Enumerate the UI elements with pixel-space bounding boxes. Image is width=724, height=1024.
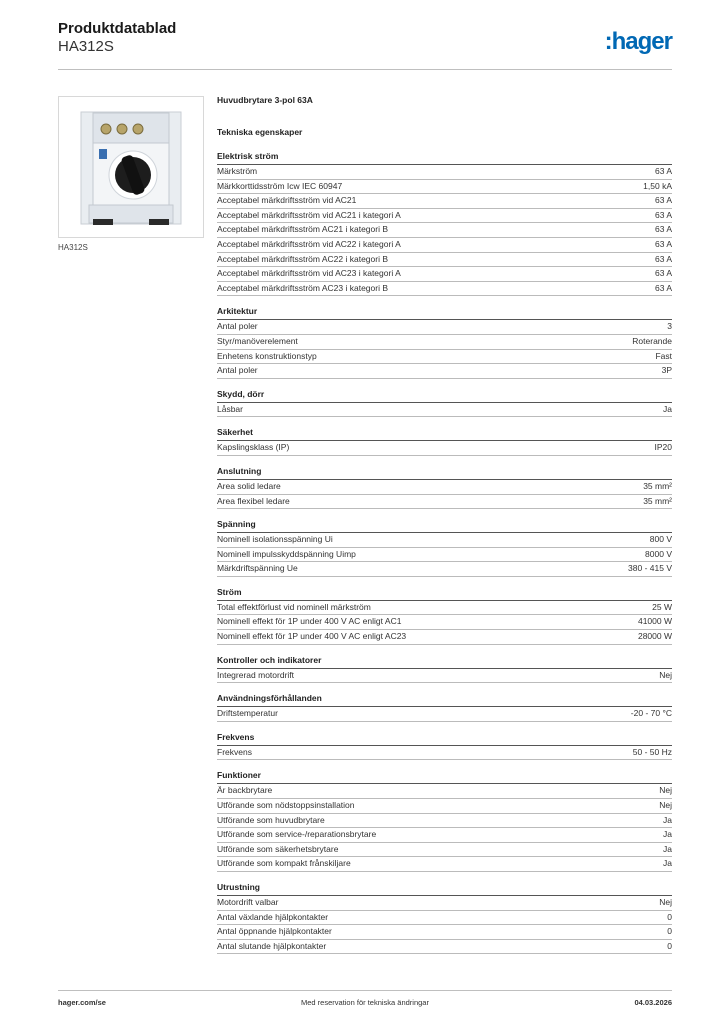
spec-section xyxy=(217,655,672,684)
spec-row xyxy=(217,267,672,282)
spec-value: 380 - 415 V xyxy=(628,563,672,574)
section-title: Utrustning xyxy=(217,882,672,896)
spec-label: Utförande som service-/reparationsbrytare xyxy=(217,829,377,840)
footer-website: hager.com/se xyxy=(58,998,106,1007)
spec-row xyxy=(217,925,672,940)
spec-row xyxy=(217,364,672,379)
section-title: Skydd, dörr xyxy=(217,389,672,403)
spec-row xyxy=(217,746,672,761)
spec-row xyxy=(217,533,672,548)
spec-value: 3 xyxy=(667,321,672,332)
spec-label: Total effektförlust vid nominell märkström xyxy=(217,601,371,612)
product-code: HA312S xyxy=(58,38,114,55)
spec-label: Area solid ledare xyxy=(217,480,281,491)
spec-row xyxy=(217,814,672,829)
spec-label: Antal öppnande hjälpkontakter xyxy=(217,926,332,937)
spec-value: -20 - 70 °C xyxy=(630,708,672,719)
spec-label: Acceptabel märkdriftsström vid AC21 i kategori A xyxy=(217,209,401,220)
spec-value: 63 A xyxy=(654,209,672,220)
spec-label: Antal poler xyxy=(217,321,258,332)
spec-section xyxy=(217,306,672,378)
spec-row xyxy=(217,669,672,684)
page-header xyxy=(58,20,672,70)
spec-section xyxy=(217,389,672,418)
spec-row xyxy=(217,911,672,926)
spec-value: 63 A xyxy=(654,224,672,235)
spec-row xyxy=(217,562,672,577)
page-title: Produktdatablad xyxy=(58,20,177,37)
spec-row xyxy=(217,282,672,297)
spec-value: 800 V xyxy=(649,534,672,545)
spec-label: Kapslingsklass (IP) xyxy=(217,442,290,453)
spec-label: Acceptabel märkdriftsström vid AC23 i kategori A xyxy=(217,268,401,279)
spec-section xyxy=(217,770,672,872)
spec-row xyxy=(217,335,672,350)
section-title: Frekvens xyxy=(217,732,672,746)
spec-row xyxy=(217,480,672,495)
spec-label: Motordrift valbar xyxy=(217,897,279,907)
spec-value: 63 A xyxy=(654,268,672,279)
spec-label: Enhetens konstruktionstyp xyxy=(217,350,317,361)
spec-label: Integrerad motordrift xyxy=(217,669,295,680)
section-title: Ström xyxy=(217,587,672,601)
section-title: Användningsförhållanden xyxy=(217,693,672,707)
spec-value: Nej xyxy=(659,785,672,796)
spec-value: 63 A xyxy=(654,238,672,249)
spec-value: 3P xyxy=(661,365,672,376)
spec-value: Nej xyxy=(659,800,672,811)
spec-label: Utförande som kompakt frånskiljare xyxy=(217,858,351,869)
spec-section xyxy=(217,519,672,577)
spec-label: Antal slutande hjälpkontakter xyxy=(217,940,327,951)
spec-value: Ja xyxy=(663,843,672,854)
spec-row xyxy=(217,896,672,911)
footer-disclaimer: Med reservation för tekniska ändringar xyxy=(301,998,429,1007)
spec-label: Acceptabel märkdriftsström vid AC21 xyxy=(217,195,357,206)
spec-label: Frekvens xyxy=(217,746,252,757)
spec-section xyxy=(217,882,672,954)
spec-label: Är backbrytare xyxy=(217,785,273,796)
spec-label: Acceptabel märkdriftsström vid AC22 i kategori A xyxy=(217,238,401,249)
section-title: Arkitektur xyxy=(217,306,672,320)
section-title: Kontroller och indikatorer xyxy=(217,655,672,669)
spec-row xyxy=(217,601,672,616)
spec-label: Antal poler xyxy=(217,365,258,376)
spec-row xyxy=(217,165,672,180)
spec-value: Ja xyxy=(663,403,672,414)
spec-row xyxy=(217,630,672,645)
spec-value: Roterande xyxy=(632,335,672,346)
spec-row xyxy=(217,223,672,238)
product-name: Huvudbrytare 3-pol 63A xyxy=(217,95,313,105)
spec-label: Antal växlande hjälpkontakter xyxy=(217,911,329,922)
spec-row xyxy=(217,615,672,630)
section-title: Spänning xyxy=(217,519,672,533)
spec-value: 63 A xyxy=(654,253,672,264)
spec-row xyxy=(217,707,672,722)
tech-heading: Tekniska egenskaper xyxy=(217,127,303,137)
spec-label: Nominell effekt för 1P under 400 V AC enligt AC1 xyxy=(217,616,402,627)
spec-label: Driftstemperatur xyxy=(217,708,278,719)
spec-row xyxy=(217,828,672,843)
spec-value: 0 xyxy=(667,911,672,922)
spec-value: 1,50 kA xyxy=(643,180,672,191)
spec-label: Låsbar xyxy=(217,403,243,414)
spec-row xyxy=(217,350,672,365)
spec-value: Ja xyxy=(663,858,672,869)
spec-value: IP20 xyxy=(654,442,672,453)
hager-logo xyxy=(605,28,672,56)
spec-row xyxy=(217,799,672,814)
spec-row xyxy=(217,238,672,253)
spec-label: Utförande som nödstoppsinstallation xyxy=(217,800,355,811)
section-title: Elektrisk ström xyxy=(217,151,672,165)
spec-row xyxy=(217,843,672,858)
spec-value: 8000 V xyxy=(645,548,672,559)
spec-value: 41000 W xyxy=(637,616,672,627)
section-title: Funktioner xyxy=(217,770,672,784)
spec-label: Märkström xyxy=(217,166,258,176)
spec-value: 63 A xyxy=(654,282,672,293)
spec-label: Styr/manöverelement xyxy=(217,335,298,346)
spec-row xyxy=(217,253,672,268)
spec-label: Area flexibel ledare xyxy=(217,495,290,506)
switch-illustration xyxy=(59,97,203,237)
spec-section xyxy=(217,427,672,456)
spec-label: Utförande som säkerhetsbrytare xyxy=(217,843,339,854)
spec-value: Nej xyxy=(659,669,672,680)
spec-row xyxy=(217,194,672,209)
spec-row xyxy=(217,403,672,418)
spec-row xyxy=(217,180,672,195)
spec-row xyxy=(217,209,672,224)
spec-section xyxy=(217,466,672,509)
spec-value: Nej xyxy=(659,897,672,907)
section-title: Säkerhet xyxy=(217,427,672,441)
spec-row xyxy=(217,495,672,510)
spec-section xyxy=(217,587,672,645)
spec-value: 63 A xyxy=(654,195,672,206)
spec-value: 0 xyxy=(667,926,672,937)
spec-value: 35 mm² xyxy=(643,495,672,506)
spec-row xyxy=(217,441,672,456)
spec-label: Märkkorttidsström Icw IEC 60947 xyxy=(217,180,343,191)
spec-label: Nominell isolationsspänning Ui xyxy=(217,534,333,545)
spec-section xyxy=(217,732,672,761)
spec-section xyxy=(217,693,672,722)
spec-value: 35 mm² xyxy=(643,480,672,491)
spec-row xyxy=(217,784,672,799)
image-caption: HA312S xyxy=(58,243,88,252)
footer-date: 04.03.2026 xyxy=(634,998,672,1007)
footer-divider xyxy=(58,990,672,991)
spec-label: Utförande som huvudbrytare xyxy=(217,814,325,825)
spec-section xyxy=(217,151,672,296)
spec-row xyxy=(217,548,672,563)
spec-value: Ja xyxy=(663,829,672,840)
spec-value: 28000 W xyxy=(637,631,672,642)
spec-value: 0 xyxy=(667,940,672,951)
spec-label: Acceptabel märkdriftsström AC23 i kategori B xyxy=(217,282,389,293)
spec-content xyxy=(217,95,672,954)
spec-label: Acceptabel märkdriftsström AC22 i kategori B xyxy=(217,253,389,264)
spec-label: Nominell impulsskyddspänning Uimp xyxy=(217,548,356,559)
spec-value: 25 W xyxy=(652,601,672,612)
spec-sections xyxy=(217,151,672,954)
spec-row xyxy=(217,940,672,955)
logo-text: :hager xyxy=(604,28,672,55)
spec-value: 50 - 50 Hz xyxy=(632,746,672,757)
spec-value: Fast xyxy=(655,350,672,361)
spec-row xyxy=(217,320,672,335)
product-image xyxy=(58,96,204,238)
spec-label: Nominell effekt för 1P under 400 V AC enligt AC23 xyxy=(217,631,407,642)
spec-label: Märkdriftspänning Ue xyxy=(217,563,298,574)
section-title: Anslutning xyxy=(217,466,672,480)
spec-value: 63 A xyxy=(654,166,672,176)
header-divider xyxy=(58,69,672,70)
spec-label: Acceptabel märkdriftsström AC21 i kategori B xyxy=(217,224,389,235)
spec-value: Ja xyxy=(663,814,672,825)
spec-row xyxy=(217,857,672,872)
